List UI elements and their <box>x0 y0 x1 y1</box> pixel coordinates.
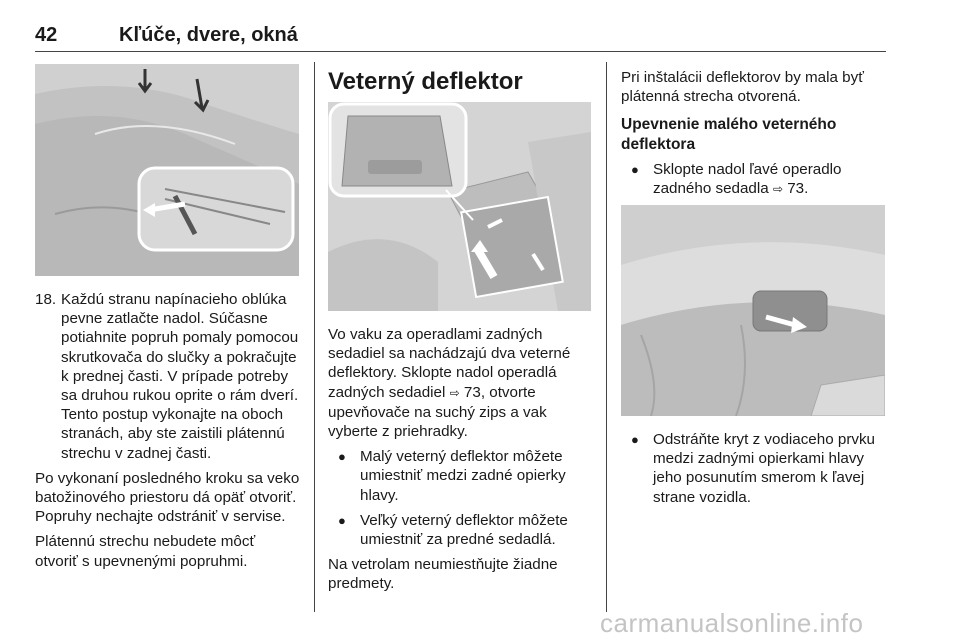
column-3 <box>621 68 887 199</box>
column-divider-1 <box>314 62 315 612</box>
header-rule <box>35 51 886 52</box>
paragraph: Pri inštalácii deflektorov by mala byť plátenná strecha otvorená. <box>621 69 864 106</box>
step-number: 18. <box>35 291 57 308</box>
bullet-icon: ● <box>338 512 346 528</box>
list-item: ● Odstráňte kryt z vodiaceho prvku medzi zadnými opierkami hlavy jeho posunutím smerom k ľavej strane vozidla. <box>631 431 876 506</box>
paragraph: Po vykonaní posledného kroku sa veko batožinového priestoru dá opäť otvoriť. Popruhy nechajte odstrániť v servise. <box>35 469 300 526</box>
bullet-icon: ● <box>631 432 639 447</box>
subsection-heading: Upevnenie malého veterného deflektora <box>621 116 837 153</box>
page-reference-icon: ⇨ <box>449 385 460 400</box>
chapter-title: Kľúče, dvere, okná <box>119 24 298 46</box>
step-text: Každú stranu napínacieho oblúka pevne zatlačte nadol. Súčasne potiahnite popruh pomaly pomocou skrutkovača do slučky a pokračujte k prednej časti. V prípade potreby sa druhou rukou oprite o rám dverí. Tento postup vykonajte na oboch stranách, aby ste zaistili plátennú strechu v zadnej časti. <box>61 291 299 462</box>
list-item: ● Sklopte nadol ľavé operadlo zadného sedadla ⇨ 73. <box>631 160 842 198</box>
page-reference[interactable]: 73 <box>463 383 481 401</box>
illustration-wind-deflector-bag <box>328 102 591 311</box>
page-reference-icon: ⇨ <box>772 182 783 197</box>
paragraph: Plátennú strechu nebudete môcť otvoriť s upevnenými popruhmi. <box>35 533 256 570</box>
column-2 <box>328 68 596 96</box>
step-item <box>35 290 301 463</box>
page-number: 42 <box>35 24 58 46</box>
column-divider-2 <box>606 62 607 612</box>
column-2-body <box>328 325 596 594</box>
paragraph: Vo vaku za operadlami zadných sedadiel sa nachádzajú dva veterné deflektory. Sklopte nadol operadlá zadných sedadiel ⇨ 73, otvorte upevňovače na suchý zips a vak vyberte z priehradky. <box>328 326 571 441</box>
column-1 <box>35 290 301 571</box>
illustration-convertible-roof-strap <box>35 64 299 276</box>
section-heading: Veterný deflektor <box>328 68 523 95</box>
bullet-icon: ● <box>631 161 639 177</box>
bullet-icon: ● <box>338 449 346 465</box>
paragraph: Na vetrolam neumiestňujte žiadne predmety. <box>328 556 558 593</box>
watermark: carmanualsonline.info <box>600 608 864 638</box>
column-3-body <box>621 430 887 507</box>
list-item: ● Veľký veterný deflektor môžete umiestniť za predné sedadlá. <box>338 511 568 549</box>
illustration-headrest-guide-cover <box>621 205 885 416</box>
list-item: ● Malý veterný deflektor môžete umiestniť medzi zadné opierky hlavy. <box>338 448 566 504</box>
page-reference[interactable]: 73 <box>787 180 805 198</box>
page-header <box>35 24 885 54</box>
